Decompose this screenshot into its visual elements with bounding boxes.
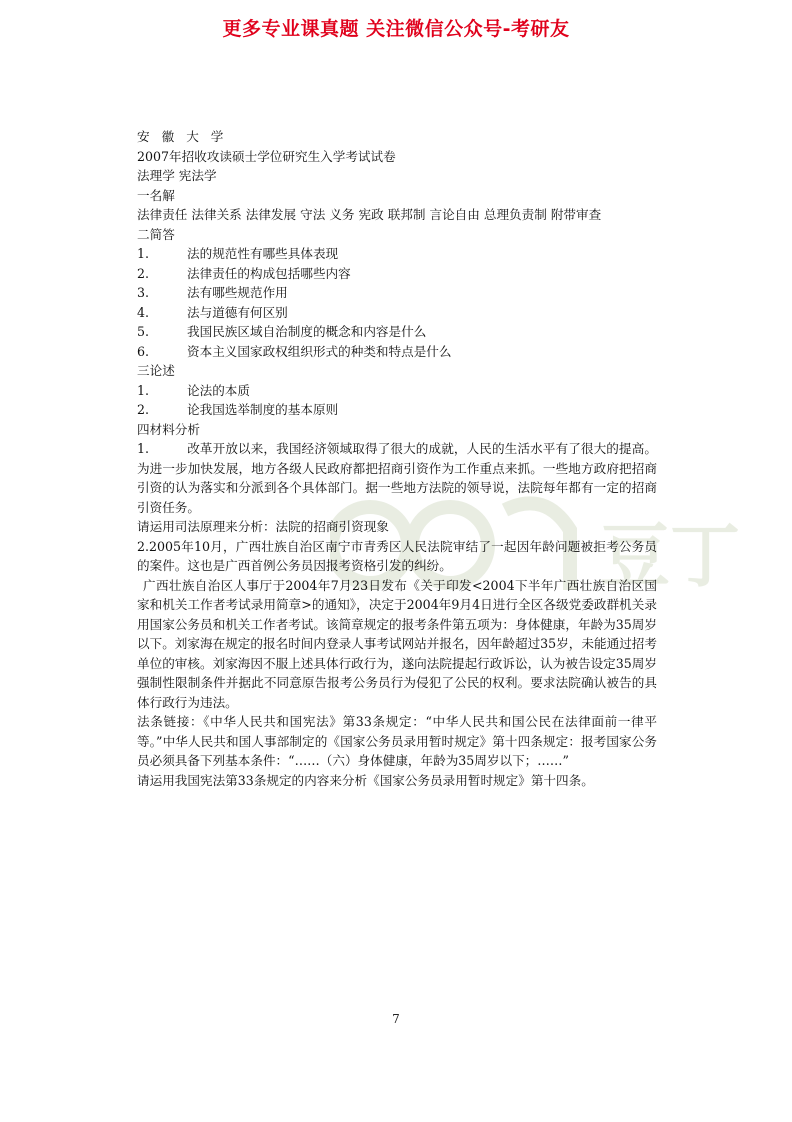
list-item [137, 342, 657, 362]
exam-paper [137, 127, 657, 790]
watermark-text: 豆丁 [600, 515, 740, 597]
list-item [137, 244, 657, 264]
section-2-title: 二简答 [137, 226, 175, 242]
list-item [137, 303, 657, 323]
item-number: 5. [137, 324, 150, 339]
law-reference: 法条链接：《中华人民共和国宪法》第33条规定：“中华人民共和国公民在法律面前一律平等。”中华人民共和国人事部制定的《国家公务员录用暂时规定》第十四条规定：报考国家公务员必须具备下列基本条件：“……（六）身体健康，年龄为35周岁以下；……” [137, 714, 657, 768]
list-item [137, 283, 657, 303]
item-number: 3. [137, 285, 150, 300]
case-1-text: 1. 改革开放以来，我国经济领域取得了很大的成就，人民的生活水平有了很大的提高。为进一步加快发展，地方各级人民政府都把招商引资作为工作重点来抓。一些地方政府把招商引资的认为落实和分派到各个具体部门。据一些地方法院的领导说，法院每年都有一定的招商引资任务。 [137, 441, 657, 515]
case-2-details: 广西壮族自治区人事厅于2004年7月23日发布《关于印发<2004下半年广西壮族自治区国家和机关工作者考试录用简章>的通知》，决定于2004年9月4日进行全区各级党委政群机关录用国家公务员和机关工作者考试。该简章规定的报考条件第五项为：身体健康，年龄为35周岁以下。刘家海在规定的报名时间内登录人事考试网站并报名，因年龄超过35岁，未能通过招考单位的审核。刘家海因不服上述具体行政行为，遂向法院提起行政诉讼，认为被告设定35周岁强制性限制条件并据此不同意原告报考公务员行为侵犯了公民的权利。要求法院确认被告的具体行政行为违法。 [137, 577, 657, 710]
item-text: 我国民族区域自治制度的概念和内容是什么 [187, 324, 427, 339]
promo-banner: 更多专业课真题 关注微信公众号-考研友 [222, 18, 570, 40]
case-2-text: 2.2005年10月，广西壮族自治区南宁市青秀区人民法院审结了一起因年龄问题被拒考公务员的案件。这也是广西首例公务员因报考资格引发的纠纷。 [137, 538, 657, 573]
exam-subject: 法理学 宪法学 [137, 168, 217, 183]
list-item [137, 264, 657, 284]
case-2-question: 请运用我国宪法第33条规定的内容来分析《国家公务员录用暂时规定》第十四条。 [137, 772, 594, 788]
item-text: 法与道德有何区别 [187, 304, 288, 320]
list-item [137, 381, 657, 401]
case-1-question: 请运用司法原理来分析：法院的招商引资现象 [137, 519, 389, 534]
university-name: 安徽大学 [137, 129, 236, 144]
section-1-terms: 法律责任 法律关系 法律发展 守法 义务 宪政 联邦制 言论自由 总理负责制 附带审查 [137, 207, 602, 222]
page-number: 7 [392, 1012, 400, 1026]
item-number: 2. [137, 265, 150, 281]
section-4-title: 四材料分析 [137, 421, 200, 437]
list-item [137, 400, 657, 420]
item-number: 4. [137, 304, 150, 320]
item-number: 2. [137, 402, 150, 417]
section-1-title: 一名解 [137, 187, 175, 203]
item-text: 法有哪些规范作用 [187, 285, 288, 300]
exam-title: 2007年招收攻读硕士学位研究生入学考试试卷 [137, 148, 396, 164]
item-number: 1. [137, 246, 150, 261]
section-3-title: 三论述 [137, 363, 175, 378]
item-number: 6. [137, 343, 150, 359]
item-text: 资本主义国家政权组织形式的种类和特点是什么 [187, 343, 452, 359]
list-item [137, 322, 657, 342]
item-text: 论法的本质 [187, 382, 250, 398]
item-text: 法律责任的构成包括哪些内容 [187, 265, 351, 281]
item-text: 法的规范性有哪些具体表现 [187, 246, 339, 261]
item-text: 论我国选举制度的基本原则 [187, 402, 339, 417]
item-number: 1. [137, 382, 150, 398]
